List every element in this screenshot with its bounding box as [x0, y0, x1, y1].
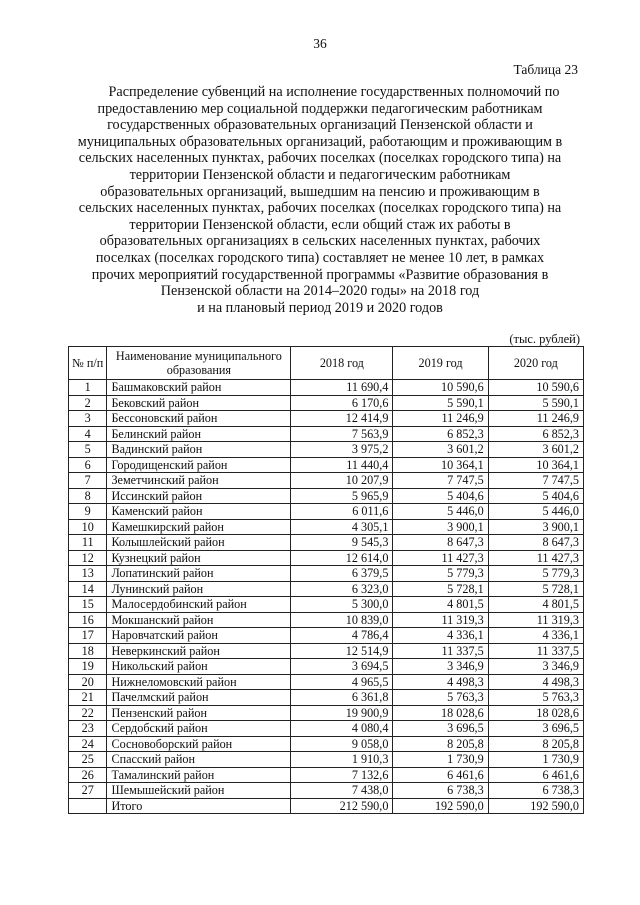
table-row	[69, 628, 584, 644]
cell-2018: 6 170,6	[291, 395, 393, 411]
title-line: предоставлению мер социальной поддержки педагогическим работникам	[97, 100, 543, 117]
cell-2018: 11 440,4	[291, 457, 393, 473]
cell-2018: 9 058,0	[291, 736, 393, 752]
cell-2019: 6 852,3	[393, 426, 488, 442]
cell-name: Городищенский район	[107, 457, 291, 473]
cell-2018: 10 207,9	[291, 473, 393, 489]
cell-2018: 9 545,3	[291, 535, 393, 551]
cell-2019: 4 498,3	[393, 674, 488, 690]
cell-num: 11	[69, 535, 107, 551]
cell-name: Мокшанский район	[107, 612, 291, 628]
cell-name: Камешкирский район	[107, 519, 291, 535]
cell-2018: 7 132,6	[291, 767, 393, 783]
cell-2018: 3 975,2	[291, 442, 393, 458]
cell-2018: 12 514,9	[291, 643, 393, 659]
cell-num: 18	[69, 643, 107, 659]
table-row	[69, 504, 584, 520]
cell-2019: 10 364,1	[393, 457, 488, 473]
cell-2019: 11 427,3	[393, 550, 488, 566]
subvention-table	[68, 346, 584, 814]
title-line: Пензенской области на 2014–2020 годы» на 2018 год	[160, 283, 480, 300]
cell-2018: 4 786,4	[291, 628, 393, 644]
table-row	[69, 535, 584, 551]
header-2018: 2018 год	[291, 347, 393, 380]
cell-2018: 6 323,0	[291, 581, 393, 597]
title-line: поселках (поселках городского типа) составляет не менее 10 лет, в рамках	[95, 249, 545, 266]
cell-name: Никольский район	[107, 659, 291, 675]
cell-2020: 5 446,0	[488, 504, 583, 520]
cell-name: Сосновоборский район	[107, 736, 291, 752]
table-row	[69, 643, 584, 659]
cell-2018: 10 839,0	[291, 612, 393, 628]
cell-2020: 11 319,3	[488, 612, 583, 628]
table-row	[69, 705, 584, 721]
cell-name: Вадинский район	[107, 442, 291, 458]
table-row	[69, 612, 584, 628]
cell-num: 23	[69, 721, 107, 737]
cell-num: 21	[69, 690, 107, 706]
cell-2020: 7 747,5	[488, 473, 583, 489]
cell-2020: 18 028,6	[488, 705, 583, 721]
cell-2020: 4 498,3	[488, 674, 583, 690]
cell-2020: 3 346,9	[488, 659, 583, 675]
cell-2019: 5 763,3	[393, 690, 488, 706]
cell-name: Нижнеломовский район	[107, 674, 291, 690]
table-row	[69, 690, 584, 706]
cell-2019: 8 647,3	[393, 535, 488, 551]
cell-2020: 5 728,1	[488, 581, 583, 597]
cell-num: 12	[69, 550, 107, 566]
table-row	[69, 550, 584, 566]
cell-2020: 5 763,3	[488, 690, 583, 706]
cell-num: 10	[69, 519, 107, 535]
cell-2018: 5 965,9	[291, 488, 393, 504]
table-row	[69, 426, 584, 442]
title-line: сельских населенных пунктах, рабочих поселках (поселках городского типа) на	[78, 150, 562, 167]
table-row	[69, 442, 584, 458]
cell-num	[69, 798, 107, 814]
cell-num: 2	[69, 395, 107, 411]
table-row	[69, 395, 584, 411]
cell-num: 20	[69, 674, 107, 690]
cell-num: 5	[69, 442, 107, 458]
cell-name: Пензенский район	[107, 705, 291, 721]
cell-num: 13	[69, 566, 107, 582]
cell-2018: 4 080,4	[291, 721, 393, 737]
cell-2018: 4 965,5	[291, 674, 393, 690]
cell-2019: 6 738,3	[393, 783, 488, 799]
cell-2020: 10 364,1	[488, 457, 583, 473]
cell-num: 26	[69, 767, 107, 783]
cell-name: Тамалинский район	[107, 767, 291, 783]
cell-num: 4	[69, 426, 107, 442]
page-number: 36	[313, 36, 327, 51]
table-total-row	[69, 798, 584, 814]
table-header-row	[69, 347, 584, 380]
cell-2018: 7 563,9	[291, 426, 393, 442]
cell-2018: 212 590,0	[291, 798, 393, 814]
cell-2018: 6 011,6	[291, 504, 393, 520]
cell-2019: 7 747,5	[393, 473, 488, 489]
cell-2019: 5 728,1	[393, 581, 488, 597]
cell-2020: 6 461,6	[488, 767, 583, 783]
cell-2019: 5 404,6	[393, 488, 488, 504]
cell-num: 22	[69, 705, 107, 721]
cell-2020: 192 590,0	[488, 798, 583, 814]
cell-2018: 19 900,9	[291, 705, 393, 721]
cell-name: Малосердобинский район	[107, 597, 291, 613]
cell-2018: 12 414,9	[291, 411, 393, 427]
cell-num: 25	[69, 752, 107, 768]
cell-2020: 8 647,3	[488, 535, 583, 551]
cell-2020: 3 900,1	[488, 519, 583, 535]
cell-2019: 11 319,3	[393, 612, 488, 628]
cell-num: 7	[69, 473, 107, 489]
cell-num: 17	[69, 628, 107, 644]
cell-name: Кузнецкий район	[107, 550, 291, 566]
cell-name: Спасский район	[107, 752, 291, 768]
cell-2018: 3 694,5	[291, 659, 393, 675]
cell-2019: 5 779,3	[393, 566, 488, 582]
cell-2019: 18 028,6	[393, 705, 488, 721]
table-label: Таблица 23	[513, 62, 578, 77]
cell-2019: 4 801,5	[393, 597, 488, 613]
cell-2020: 8 205,8	[488, 736, 583, 752]
table-row	[69, 767, 584, 783]
title-line: образовательных организаций, вышедшим на пенсию и проживающим в	[100, 183, 540, 200]
cell-name: Итого	[107, 798, 291, 814]
cell-2019: 1 730,9	[393, 752, 488, 768]
cell-2020: 5 404,6	[488, 488, 583, 504]
cell-2019: 3 696,5	[393, 721, 488, 737]
cell-2020: 3 696,5	[488, 721, 583, 737]
cell-name: Сердобский район	[107, 721, 291, 737]
cell-2020: 3 601,2	[488, 442, 583, 458]
cell-num: 27	[69, 783, 107, 799]
title-line: образовательных организациях в сельских населенных пунктах, рабочих	[99, 233, 541, 250]
table-row	[69, 752, 584, 768]
table-row	[69, 736, 584, 752]
cell-name: Колышлейский район	[107, 535, 291, 551]
cell-2019: 8 205,8	[393, 736, 488, 752]
table-row	[69, 519, 584, 535]
cell-2019: 4 336,1	[393, 628, 488, 644]
cell-2020: 1 730,9	[488, 752, 583, 768]
cell-num: 24	[69, 736, 107, 752]
table-row	[69, 659, 584, 675]
header-name: Наименование муниципального образования	[107, 347, 291, 380]
cell-2018: 7 438,0	[291, 783, 393, 799]
cell-name: Пачелмский район	[107, 690, 291, 706]
cell-2018: 6 379,5	[291, 566, 393, 582]
table-row	[69, 674, 584, 690]
cell-num: 16	[69, 612, 107, 628]
cell-name: Бессоновский район	[107, 411, 291, 427]
cell-2018: 1 910,3	[291, 752, 393, 768]
cell-2019: 6 461,6	[393, 767, 488, 783]
cell-2020: 4 336,1	[488, 628, 583, 644]
cell-2018: 4 305,1	[291, 519, 393, 535]
cell-2020: 5 590,1	[488, 395, 583, 411]
cell-num: 8	[69, 488, 107, 504]
title-line: территории Пензенской области, если общий стаж их работы в	[129, 216, 511, 233]
cell-name: Иссинский район	[107, 488, 291, 504]
cell-num: 6	[69, 457, 107, 473]
table-row	[69, 457, 584, 473]
cell-2019: 5 590,1	[393, 395, 488, 411]
cell-2019: 3 900,1	[393, 519, 488, 535]
cell-name: Шемышейский район	[107, 783, 291, 799]
cell-2020: 11 337,5	[488, 643, 583, 659]
table-row	[69, 473, 584, 489]
title-line: сельских населенных пунктах, рабочих поселках (поселках городского типа) на	[78, 200, 562, 217]
cell-2018: 5 300,0	[291, 597, 393, 613]
cell-2018: 6 361,8	[291, 690, 393, 706]
cell-name: Наровчатский район	[107, 628, 291, 644]
cell-name: Лопатинский район	[107, 566, 291, 582]
title-line: Распределение субвенций на исполнение государственных полномочий по	[108, 84, 560, 100]
table-row	[69, 721, 584, 737]
cell-2020: 6 852,3	[488, 426, 583, 442]
cell-2019: 5 446,0	[393, 504, 488, 520]
table-row	[69, 597, 584, 613]
cell-2020: 11 427,3	[488, 550, 583, 566]
table-row	[69, 488, 584, 504]
table-row	[69, 380, 584, 396]
cell-2020: 6 738,3	[488, 783, 583, 799]
table-row	[69, 581, 584, 597]
header-2020: 2020 год	[488, 347, 583, 380]
header-2019: 2019 год	[393, 347, 488, 380]
cell-2019: 11 246,9	[393, 411, 488, 427]
cell-2020: 10 590,6	[488, 380, 583, 396]
cell-2018: 12 614,0	[291, 550, 393, 566]
cell-name: Белинский район	[107, 426, 291, 442]
cell-2018: 11 690,4	[291, 380, 393, 396]
cell-2019: 192 590,0	[393, 798, 488, 814]
cell-num: 9	[69, 504, 107, 520]
title-line: территории Пензенской области и педагогическим работникам	[129, 166, 511, 183]
header-num: № п/п	[69, 347, 107, 380]
table-row	[69, 411, 584, 427]
cell-num: 19	[69, 659, 107, 675]
title-line: прочих мероприятий государственной программы «Развитие образования в	[91, 266, 549, 283]
cell-num: 14	[69, 581, 107, 597]
title-line: и на плановый период 2019 и 2020 годов	[197, 299, 443, 316]
cell-2020: 11 246,9	[488, 411, 583, 427]
cell-2020: 4 801,5	[488, 597, 583, 613]
cell-num: 15	[69, 597, 107, 613]
cell-2019: 3 601,2	[393, 442, 488, 458]
cell-name: Земетчинский район	[107, 473, 291, 489]
document-title	[52, 84, 588, 316]
table-row	[69, 566, 584, 582]
cell-num: 1	[69, 380, 107, 396]
cell-name: Бековский район	[107, 395, 291, 411]
cell-2019: 11 337,5	[393, 643, 488, 659]
cell-name: Каменский район	[107, 504, 291, 520]
cell-name: Неверкинский район	[107, 643, 291, 659]
cell-name: Лунинский район	[107, 581, 291, 597]
units-label: (тыс. рублей)	[509, 332, 580, 346]
title-line: государственных образовательных организаций Пензенской области и	[107, 117, 533, 134]
table-row	[69, 783, 584, 799]
cell-2019: 3 346,9	[393, 659, 488, 675]
cell-num: 3	[69, 411, 107, 427]
title-line: муниципальных образовательных организаций, работающим и проживающим в	[77, 133, 563, 150]
cell-2019: 10 590,6	[393, 380, 488, 396]
cell-name: Башмаковский район	[107, 380, 291, 396]
cell-2020: 5 779,3	[488, 566, 583, 582]
